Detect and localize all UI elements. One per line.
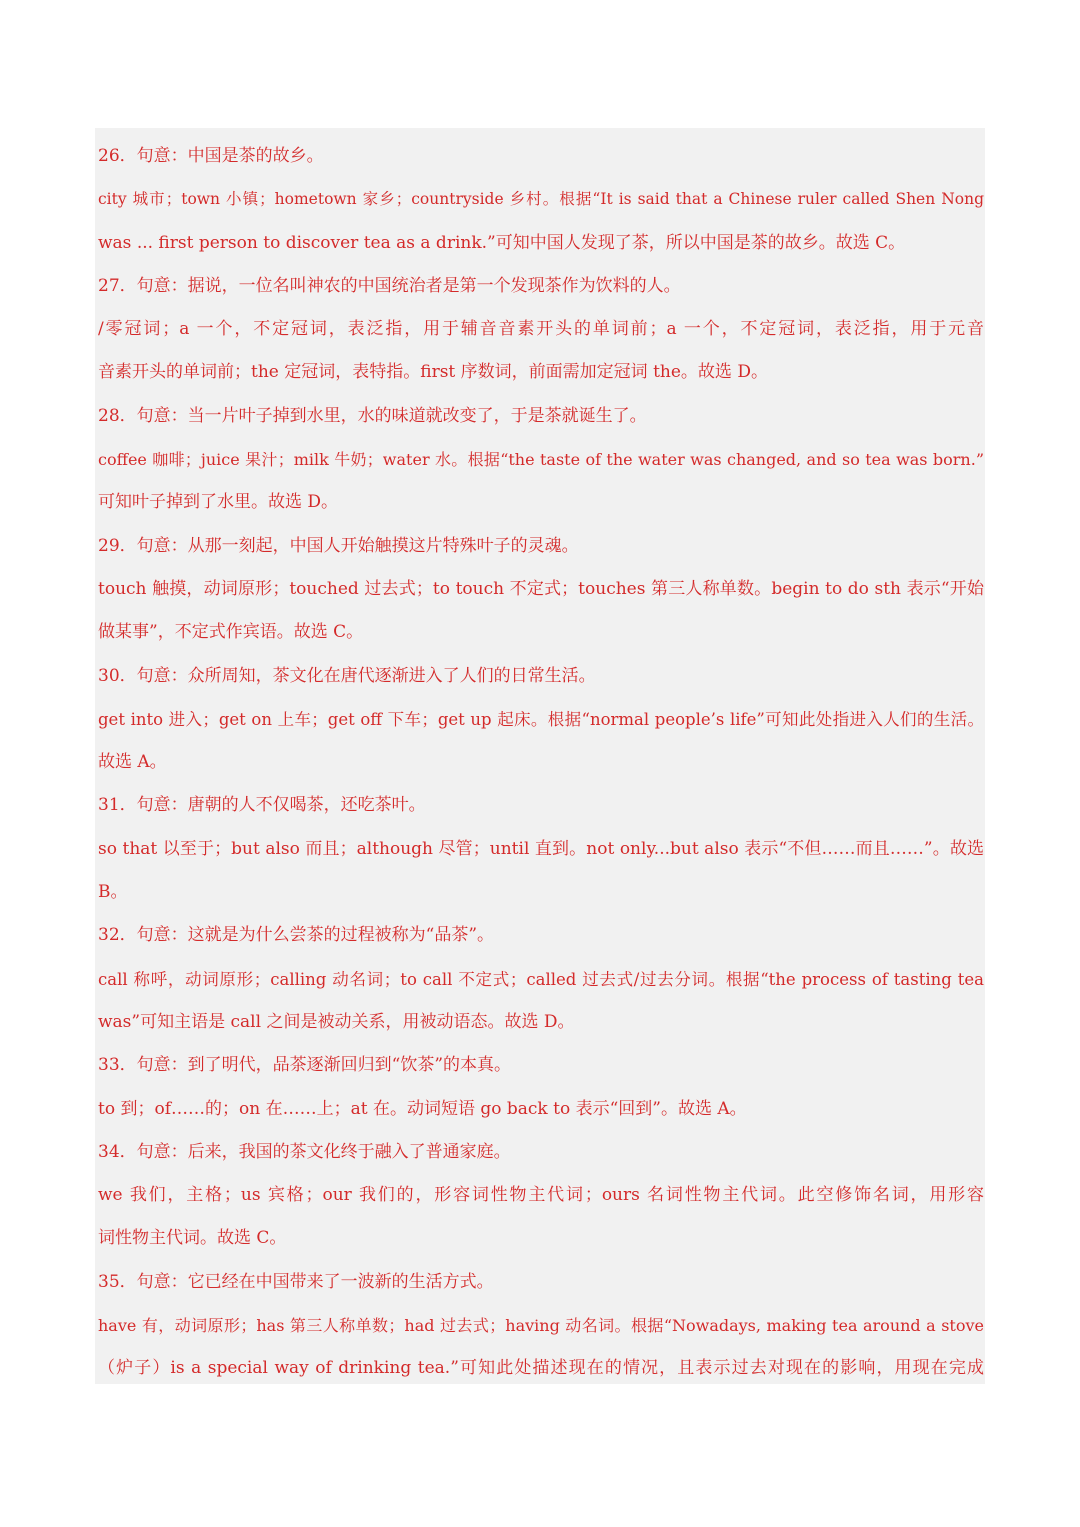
explanation-line: we 我们，主格；us 宾格；our 我们的，形容词性物主代词；ours 名词性物主代词。此空修饰名词，用形容	[98, 1185, 984, 1206]
explanation-line: coffee 咖啡；juice 果汁；milk 牛奶；water 水。根据“the taste of the water was changed, and so tea was born.”	[98, 450, 984, 470]
explanation-line: 故选 A。	[98, 752, 167, 773]
explanation-line: touch 触摸，动词原形；touched 过去式；to touch 不定式；touches 第三人称单数。begin to do sth 表示“开始	[98, 578, 984, 599]
explanation-line: get into 进入；get on 上车；get off 下车；get up 起床。根据“normal people’s life”可知此处指进入人们的生活。	[98, 709, 984, 729]
question-translation-line: 34．句意：后来，我国的茶文化终于融入了普通家庭。	[98, 1141, 511, 1162]
explanation-line: 词性物主代词。故选 C。	[98, 1228, 287, 1249]
answer-text-block	[98, 135, 984, 1391]
answer-page	[95, 128, 985, 1384]
question-translation-line: 27．句意：据说，一位名叫神农的中国统治者是第一个发现茶作为饮料的人。	[98, 275, 681, 296]
explanation-line: was ... first person to discover tea as a drink.”可知中国人发现了茶，所以中国是茶的故乡。故选 C。	[98, 232, 906, 253]
question-translation-line: 35．句意：它已经在中国带来了一波新的生活方式。	[98, 1271, 494, 1292]
explanation-line: 音素开头的单词前；the 定冠词，表特指。first 序数词，前面需加定冠词 the。故选 D。	[98, 362, 768, 383]
explanation-line: so that 以至于；but also 而且；although 尽管；until 直到。not only...but also 表示“不但……而且……”。故选	[98, 838, 984, 859]
explanation-line: （炉子）is a special way of drinking tea.”可知此处描述现在的情况，且表示过去对现在的影响，用现在完成	[98, 1358, 984, 1379]
question-translation-line: 29．句意：从那一刻起，中国人开始触摸这片特殊叶子的灵魂。	[98, 535, 579, 556]
question-translation-line: 28．句意：当一片叶子掉到水里，水的味道就改变了，于是茶就诞生了。	[98, 405, 647, 426]
explanation-line: was”可知主语是 call 之间是被动关系，用被动语态。故选 D。	[98, 1011, 575, 1032]
question-translation-line: 33．句意：到了明代，品茶逐渐回归到“饮茶”的本真。	[98, 1055, 512, 1076]
explanation-line: city 城市；town 小镇；hometown 家乡；countryside 乡村。根据“It is said that a Chinese ruler called Shen Nong	[98, 190, 984, 209]
question-translation-line: 30．句意：众所周知，茶文化在唐代逐渐进入了人们的日常生活。	[98, 665, 596, 686]
explanation-line: to 到；of……的；on 在……上；at 在。动词短语 go back to 表示“回到”。故选 A。	[98, 1098, 747, 1119]
explanation-line: B。	[98, 882, 128, 903]
question-translation-line: 31．句意：唐朝的人不仅喝茶，还吃茶叶。	[98, 795, 426, 816]
question-translation-line: 32．句意：这就是为什么尝茶的过程被称为“品茶”。	[98, 925, 495, 946]
explanation-line: /零冠词；a 一个，不定冠词，表泛指，用于辅音音素开头的单词前；a 一个，不定冠词，表泛指，用于元音	[98, 319, 984, 340]
explanation-line: have 有，动词原形；has 第三人称单数；had 过去式；having 动名词。根据“Nowadays, making tea around a stove	[98, 1316, 984, 1336]
question-translation-line: 26．句意：中国是茶的故乡。	[98, 146, 324, 166]
explanation-line: 做某事”，不定式作宾语。故选 C。	[98, 622, 364, 643]
explanation-line: call 称呼，动词原形；calling 动名词；to call 不定式；called 过去式/过去分词。根据“the process of tasting tea	[98, 969, 984, 989]
explanation-line: 可知叶子掉到了水里。故选 D。	[98, 492, 339, 513]
